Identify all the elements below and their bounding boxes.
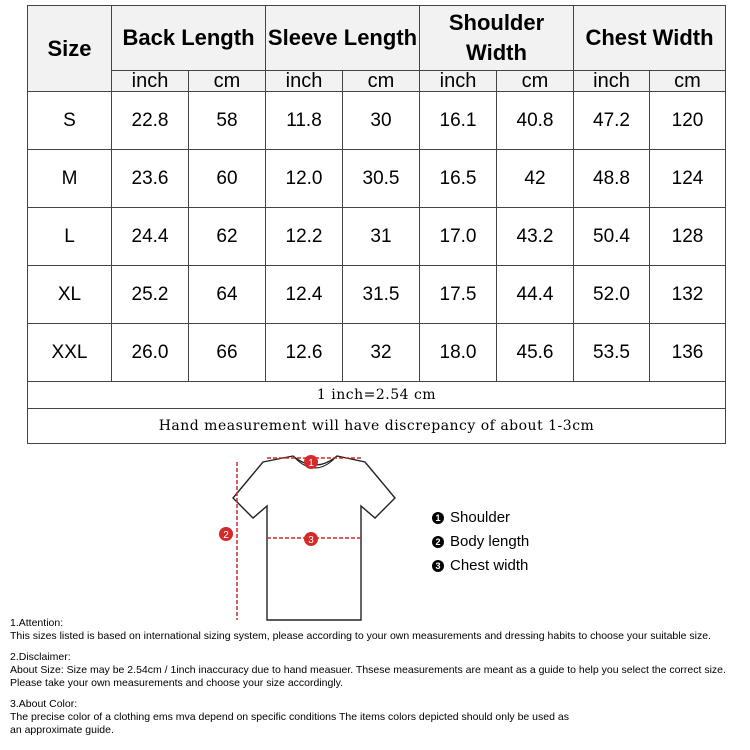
marker-1-label: 1 — [308, 458, 314, 469]
header-row — [28, 6, 726, 71]
header-sleeve-length: Sleeve Length — [266, 6, 420, 71]
table-cell: 42 — [497, 150, 574, 208]
note-line: an approximate guide. — [10, 724, 114, 736]
legend-label: Body length — [450, 533, 530, 550]
table-cell: 60 — [189, 150, 266, 208]
table-cell: 40.8 — [497, 92, 574, 150]
tshirt-diagram — [215, 448, 410, 628]
note-title: 3.About Color: — [10, 698, 78, 710]
table-cell: 26.0 — [112, 324, 189, 382]
unit-row — [28, 71, 726, 92]
size-label: L — [28, 208, 112, 266]
table-cell: 132 — [650, 266, 726, 324]
header-shoulder-width: Shoulder Width — [420, 6, 574, 71]
note-line: About Size: Size may be 2.54cm / 1inch inaccuracy due to hand measuer. Thsese measurements are meant as a guide to help you select the correct size. — [10, 664, 726, 676]
legend-label: Chest width — [450, 557, 529, 574]
table-cell: 23.6 — [112, 150, 189, 208]
table-cell: 52.0 — [574, 266, 650, 324]
size-label: XL — [28, 266, 112, 324]
table-row — [28, 266, 726, 324]
note-attention — [10, 617, 745, 643]
size-label: S — [28, 92, 112, 150]
table-cell: 44.4 — [497, 266, 574, 324]
note-title: 1.Attention: — [10, 617, 64, 629]
unit-cell: cm — [189, 71, 266, 92]
table-cell: 58 — [189, 92, 266, 150]
header-chest-width: Chest Width — [574, 6, 726, 71]
conversion-row — [28, 382, 726, 409]
marker-3 — [304, 532, 318, 546]
legend-item — [432, 530, 529, 554]
note-line: This sizes listed is based on international sizing system, please according to your own measurements and dressing habits to choose your suitable size. — [10, 630, 711, 642]
table-cell: 47.2 — [574, 92, 650, 150]
legend-label: Shoulder — [450, 509, 511, 526]
note-line: The precise color of a clothing ems mva depend on specific conditions The items colors depicted should only be used as — [10, 711, 569, 723]
size-label: M — [28, 150, 112, 208]
table-cell: 124 — [650, 150, 726, 208]
unit-cell: cm — [497, 71, 574, 92]
table-cell: 16.1 — [420, 92, 497, 150]
table-cell: 62 — [189, 208, 266, 266]
table-cell: 16.5 — [420, 150, 497, 208]
unit-cell: inch — [266, 71, 343, 92]
marker-2-label: 2 — [223, 530, 229, 541]
table-row — [28, 92, 726, 150]
measurement-note: Hand measurement will have discrepancy of about 1-3cm — [28, 409, 726, 444]
table-cell: 128 — [650, 208, 726, 266]
table-cell: 48.8 — [574, 150, 650, 208]
marker-3-label: 3 — [308, 535, 314, 546]
table-cell: 120 — [650, 92, 726, 150]
table-cell: 31.5 — [343, 266, 420, 324]
table-cell: 12.6 — [266, 324, 343, 382]
table-cell: 18.0 — [420, 324, 497, 382]
table-row — [28, 150, 726, 208]
table-cell: 12.2 — [266, 208, 343, 266]
legend-number-icon: 2 — [432, 536, 444, 548]
conversion-note: 1 inch=2.54 cm — [28, 382, 726, 409]
measurement-row — [28, 409, 726, 444]
legend-number-icon: 1 — [432, 512, 444, 524]
legend-item — [432, 554, 529, 578]
legend-item — [432, 506, 529, 530]
unit-cell: cm — [343, 71, 420, 92]
unit-cell: cm — [650, 71, 726, 92]
size-label: XXL — [28, 324, 112, 382]
table-cell: 32 — [343, 324, 420, 382]
legend-number-icon: 3 — [432, 560, 444, 572]
table-cell: 24.4 — [112, 208, 189, 266]
table-cell: 22.8 — [112, 92, 189, 150]
table-cell: 12.0 — [266, 150, 343, 208]
table-cell: 53.5 — [574, 324, 650, 382]
size-chart-table — [27, 5, 726, 444]
marker-2 — [219, 527, 233, 541]
note-line: Please take your own measurements and choose your size accordingly. — [10, 677, 344, 689]
table-cell: 30.5 — [343, 150, 420, 208]
table-row — [28, 208, 726, 266]
table-cell: 17.0 — [420, 208, 497, 266]
table-cell: 50.4 — [574, 208, 650, 266]
table-cell: 64 — [189, 266, 266, 324]
table-cell: 12.4 — [266, 266, 343, 324]
unit-cell: inch — [574, 71, 650, 92]
header-size: Size — [28, 6, 112, 92]
unit-cell: inch — [112, 71, 189, 92]
table-cell: 11.8 — [266, 92, 343, 150]
table-cell: 30 — [343, 92, 420, 150]
unit-cell: inch — [420, 71, 497, 92]
table-cell: 31 — [343, 208, 420, 266]
measurement-legend — [432, 506, 529, 578]
table-cell: 45.6 — [497, 324, 574, 382]
table-cell: 136 — [650, 324, 726, 382]
note-disclaimer — [10, 651, 745, 690]
table-cell: 25.2 — [112, 266, 189, 324]
note-title: 2.Disclaimer: — [10, 651, 71, 663]
table-cell: 17.5 — [420, 266, 497, 324]
table-cell: 66 — [189, 324, 266, 382]
marker-1 — [304, 455, 318, 469]
note-color — [10, 698, 745, 737]
table-row — [28, 324, 726, 382]
table-cell: 43.2 — [497, 208, 574, 266]
header-back-length: Back Length — [112, 6, 266, 71]
notes-section — [10, 617, 745, 745]
